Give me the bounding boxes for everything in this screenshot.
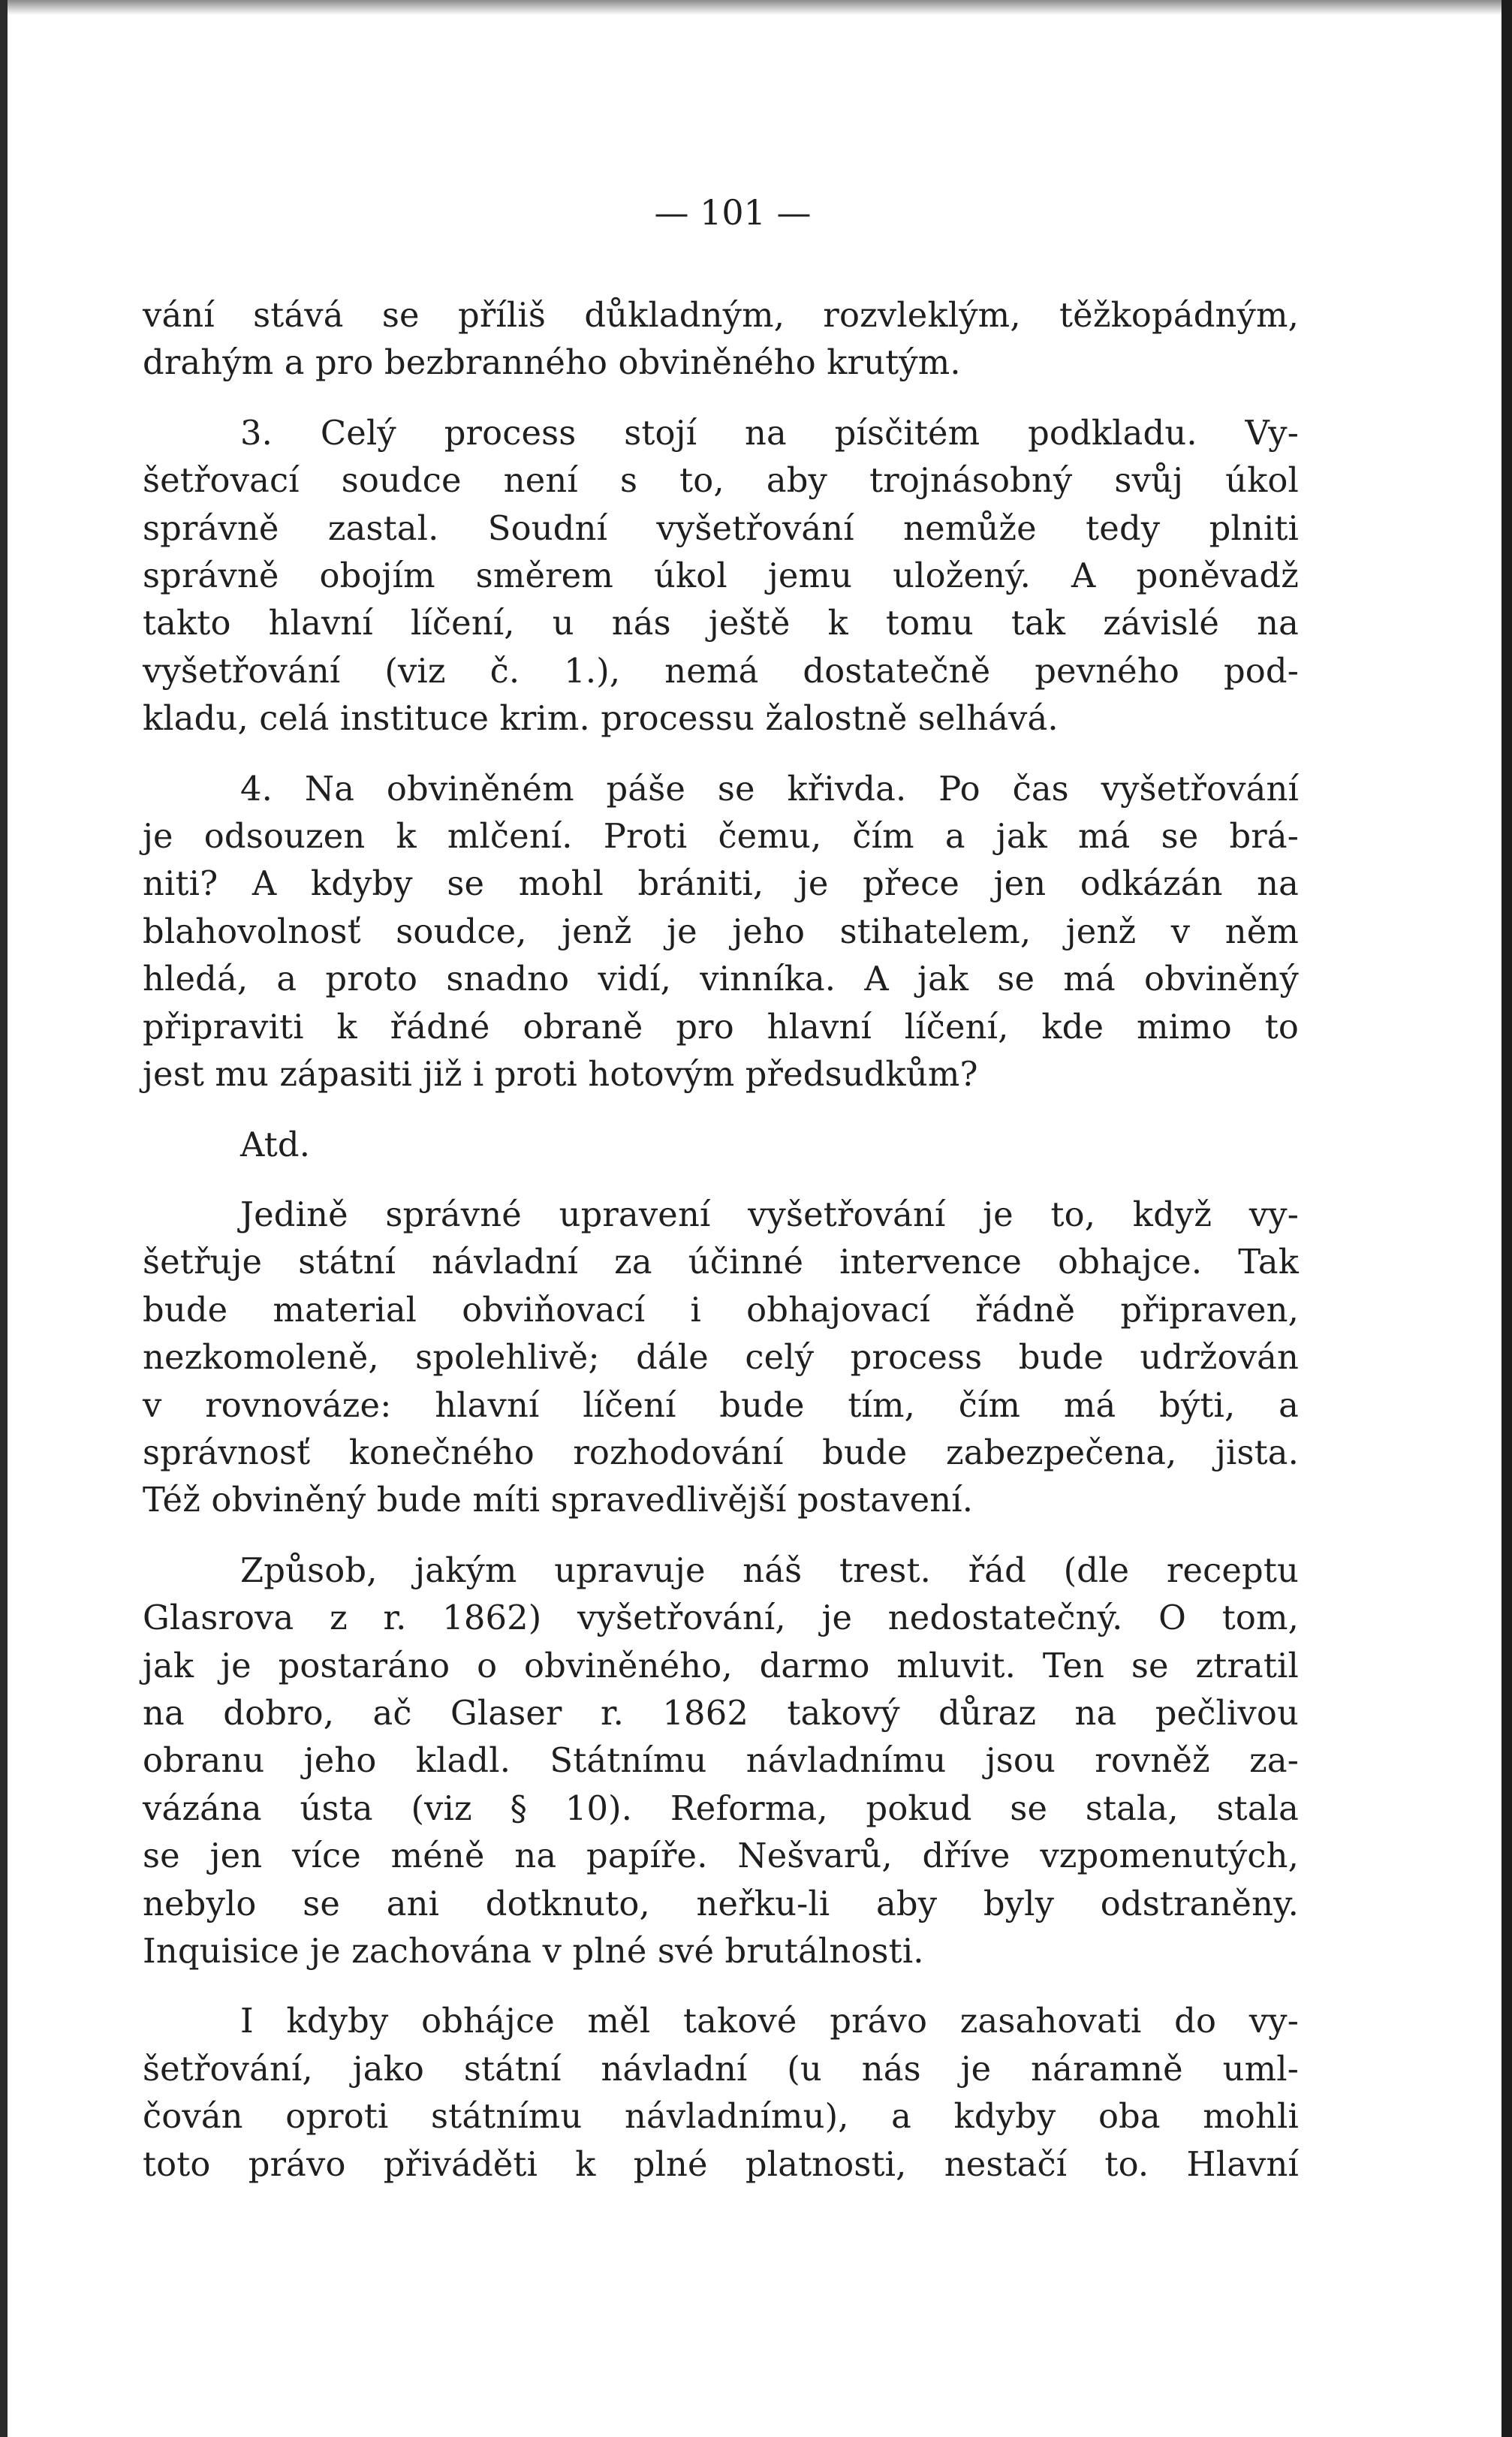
text-line: správnosť konečného rozhodování bude zabezpečena, jista.: [143, 1432, 1299, 1472]
text-line: bude material obviňovací i obhajovací řádně připraven,: [143, 1289, 1299, 1330]
text-line: vyšetřování (viz č. 1.), nemá dostatečně pevného pod-: [143, 650, 1299, 691]
paragraph-criminal-code: [143, 1547, 1299, 1975]
text-line: blahovolnosť soudce, jenž je jeho stihatelem, jenž v něm: [143, 911, 1299, 951]
text-line: v rovnováze: hlavní líčení bude tím, čím má býti, a: [143, 1384, 1299, 1425]
text-line: se jen více méně na papíře. Nešvarů, dříve vzpomenutých,: [143, 1836, 1299, 1876]
text-line: obranu jeho kladl. Státnímu návladnímu jsou rovněž za-: [143, 1740, 1299, 1781]
text-line: Atd.: [240, 1124, 311, 1164]
page-number: — 101 —: [654, 192, 812, 233]
text-line: 3. Celý process stojí na písčitém podkladu. Vy-: [240, 412, 1299, 453]
text-line: 4. Na obviněném páše se křivda. Po čas vyšetřování: [240, 768, 1299, 809]
text-line: šetřovací soudce není s to, aby trojnásobný svůj úkol: [143, 460, 1299, 501]
text-line: správně obojím směrem úkol jemu uložený. A poněvadž: [143, 556, 1299, 596]
text-line: hledá, a proto snadno vidí, vinníka. A jak se má obviněný: [143, 959, 1299, 999]
text-line: drahým a pro bezbranného obviněného krutým.: [143, 342, 961, 383]
scan-top-edge: [0, 0, 1512, 15]
text-line: na dobro, ač Glaser r. 1862 takový důraz na pečlivou: [143, 1692, 1299, 1733]
paragraph-atd: [143, 1121, 1299, 1168]
text-line: Způsob, jakým upravuje náš trest. řád (dle receptu: [240, 1550, 1299, 1590]
page-text: [143, 291, 1299, 2188]
text-line: nezkomoleně, spolehlivě; dále celý process bude udržován: [143, 1337, 1299, 1378]
text-line: Též obviněný bude míti spravedlivější postavení.: [143, 1480, 974, 1520]
text-line: nebylo se ani dotknuto, neřku-li aby byly odstraněny.: [143, 1883, 1299, 1923]
text-line: Jedině správné upravení vyšetřování je to, když vy-: [240, 1194, 1299, 1234]
paragraph-point-4: [143, 765, 1299, 1098]
text-line: čován oproti státnímu návladnímu), a kdyby oba mohli: [143, 2096, 1299, 2137]
text-line: toto právo přiváděti k plné platnosti, nestačí to. Hlavní: [143, 2143, 1299, 2184]
text-line: Glasrova z r. 1862) vyšetřování, je nedostatečný. O tom,: [143, 1598, 1299, 1638]
text-line: vání stává se příliš důkladným, rozvleklým, těžkopádným,: [143, 295, 1299, 335]
text-line: niti? A kdyby se mohl brániti, je přece jen odkázán na: [143, 863, 1299, 904]
paragraph-defender-rights: [143, 1997, 1299, 2188]
text-line: vázána ústa (viz § 10). Reforma, pokud se stala, stala: [143, 1788, 1299, 1828]
text-line: Inquisice je zachována v plné své brutálnosti.: [143, 1931, 924, 1971]
text-line: šetřuje státní návladní za účinné intervence obhajce. Tak: [143, 1242, 1299, 1282]
paragraph-point-3: [143, 409, 1299, 743]
text-line: jest mu zápasiti již i proti hotovým předsudkům?: [143, 1054, 978, 1095]
text-line: je odsouzen k mlčení. Proti čemu, čím a jak má se brá-: [143, 816, 1299, 857]
text-line: šetřování, jako státní návladní (u nás je náramně uml-: [143, 2048, 1299, 2089]
paragraph-proper-investigation: [143, 1191, 1299, 1524]
book-page: [143, 192, 1299, 2188]
text-line: jak je postaráno o obviněného, darmo mluvit. Ten se ztratil: [143, 1645, 1299, 1685]
paragraph-continuation: [143, 291, 1299, 387]
text-line: kladu, celá instituce krim. processu žalostně selhává.: [143, 698, 1059, 739]
text-line: připraviti k řádné obraně pro hlavní líčení, kde mimo to: [143, 1006, 1299, 1047]
scan-left-edge: [0, 0, 8, 2437]
text-line: správně zastal. Soudní vyšetřování nemůže tedy plniti: [143, 508, 1299, 548]
scan-right-edge: [1501, 0, 1512, 2437]
text-line: takto hlavní líčení, u nás ještě k tomu tak závislé na: [143, 603, 1299, 643]
text-line: I kdyby obhájce měl takové právo zasahovati do vy-: [240, 2001, 1299, 2041]
